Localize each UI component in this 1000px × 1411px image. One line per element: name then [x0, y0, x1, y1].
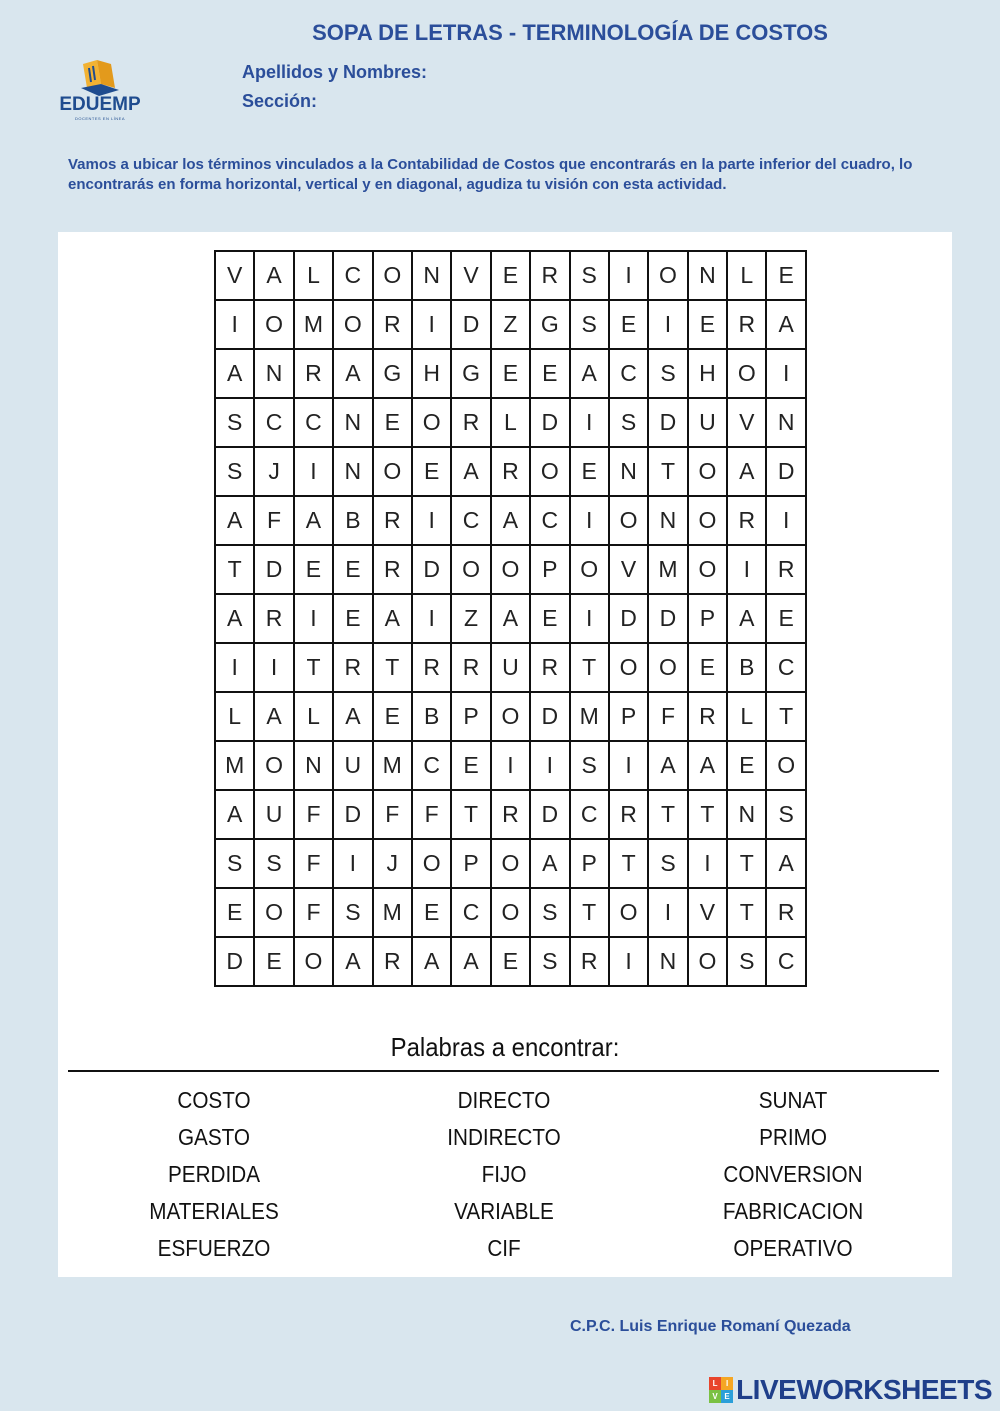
- grid-cell[interactable]: B: [727, 643, 766, 692]
- grid-cell[interactable]: A: [727, 594, 766, 643]
- grid-cell[interactable]: A: [530, 839, 569, 888]
- grid-cell[interactable]: D: [530, 398, 569, 447]
- grid-cell[interactable]: F: [294, 839, 333, 888]
- grid-row: [215, 398, 806, 447]
- grid-cell[interactable]: V: [609, 545, 648, 594]
- grid-cell[interactable]: A: [766, 839, 805, 888]
- grid-cell[interactable]: M: [373, 741, 412, 790]
- grid-cell[interactable]: E: [333, 594, 372, 643]
- grid-cell[interactable]: N: [609, 447, 648, 496]
- grid-row: [215, 937, 806, 986]
- grid-cell[interactable]: O: [491, 888, 530, 937]
- grid-cell[interactable]: N: [333, 447, 372, 496]
- grid-cell[interactable]: P: [451, 839, 490, 888]
- grid-cell[interactable]: H: [688, 349, 727, 398]
- grid-cell[interactable]: N: [294, 741, 333, 790]
- word-item: FABRICACION: [722, 1198, 864, 1224]
- grid-cell[interactable]: I: [570, 496, 609, 545]
- logo-text: EDUEMP: [59, 94, 141, 115]
- grid-cell[interactable]: A: [254, 251, 293, 300]
- grid-cell[interactable]: R: [254, 594, 293, 643]
- grid-cell[interactable]: U: [688, 398, 727, 447]
- grid-cell[interactable]: Z: [451, 594, 490, 643]
- grid-cell[interactable]: C: [294, 398, 333, 447]
- grid-cell[interactable]: I: [766, 496, 805, 545]
- grid-cell[interactable]: U: [491, 643, 530, 692]
- author-credit: C.P.C. Luis Enrique Romaní Quezada: [570, 1318, 851, 1335]
- grid-cell[interactable]: T: [609, 839, 648, 888]
- grid-cell[interactable]: R: [688, 692, 727, 741]
- grid-cell[interactable]: O: [294, 937, 333, 986]
- word-search-grid: [214, 250, 807, 987]
- name-field-label: Apellidos y Nombres:: [242, 62, 428, 82]
- page-title: SOPA DE LETRAS - TERMINOLOGÍA DE COSTOS: [312, 20, 828, 45]
- grid-cell[interactable]: T: [766, 692, 805, 741]
- grid-cell[interactable]: E: [373, 398, 412, 447]
- grid-cell[interactable]: E: [451, 741, 490, 790]
- grid-cell[interactable]: G: [373, 349, 412, 398]
- word-column-2: [374, 1082, 634, 1267]
- grid-cell[interactable]: O: [254, 741, 293, 790]
- grid-cell[interactable]: O: [688, 937, 727, 986]
- grid-cell[interactable]: E: [373, 692, 412, 741]
- grid-cell[interactable]: R: [373, 545, 412, 594]
- grid-cell[interactable]: I: [412, 300, 451, 349]
- grid-cell[interactable]: M: [215, 741, 254, 790]
- grid-cell[interactable]: E: [766, 251, 805, 300]
- grid-cell[interactable]: N: [254, 349, 293, 398]
- live-badge-icon: [709, 1377, 733, 1403]
- worksheet-panel: [58, 232, 952, 1277]
- grid-cell[interactable]: J: [254, 447, 293, 496]
- grid-cell[interactable]: E: [333, 545, 372, 594]
- grid-cell[interactable]: O: [491, 839, 530, 888]
- grid-cell[interactable]: I: [294, 594, 333, 643]
- grid-row: [215, 545, 806, 594]
- grid-cell[interactable]: O: [530, 447, 569, 496]
- grid-cell[interactable]: R: [412, 643, 451, 692]
- grid-cell[interactable]: P: [688, 594, 727, 643]
- word-item: COSTO: [177, 1087, 251, 1113]
- grid-cell[interactable]: T: [648, 790, 687, 839]
- grid-cell[interactable]: S: [215, 839, 254, 888]
- grid-cell[interactable]: C: [766, 937, 805, 986]
- grid-cell[interactable]: N: [333, 398, 372, 447]
- grid-cell[interactable]: L: [727, 692, 766, 741]
- grid-cell[interactable]: L: [215, 692, 254, 741]
- section-field-label: Sección:: [242, 91, 318, 111]
- grid-cell[interactable]: O: [648, 251, 687, 300]
- eduemp-logo: [50, 58, 150, 124]
- grid-cell[interactable]: C: [412, 741, 451, 790]
- grid-cell[interactable]: R: [727, 496, 766, 545]
- grid-row: [215, 251, 806, 300]
- grid-row: [215, 839, 806, 888]
- grid-cell[interactable]: E: [530, 594, 569, 643]
- grid-cell[interactable]: P: [609, 692, 648, 741]
- grid-cell[interactable]: R: [373, 937, 412, 986]
- grid-row: [215, 349, 806, 398]
- grid-cell[interactable]: O: [609, 888, 648, 937]
- grid-cell[interactable]: I: [609, 741, 648, 790]
- grid-cell[interactable]: C: [333, 251, 372, 300]
- brand-text: LIVEWORKSHEETS: [736, 1374, 992, 1405]
- grid-cell[interactable]: O: [688, 545, 727, 594]
- grid-cell[interactable]: M: [373, 888, 412, 937]
- grid-cell[interactable]: L: [491, 398, 530, 447]
- grid-cell[interactable]: A: [215, 790, 254, 839]
- grid-cell[interactable]: F: [648, 692, 687, 741]
- grid-cell[interactable]: A: [648, 741, 687, 790]
- grid-cell[interactable]: E: [688, 643, 727, 692]
- grid-cell[interactable]: E: [530, 349, 569, 398]
- grid-cell[interactable]: T: [648, 447, 687, 496]
- grid-row: [215, 741, 806, 790]
- grid-cell[interactable]: M: [570, 692, 609, 741]
- grid-row: [215, 888, 806, 937]
- grid-cell[interactable]: I: [648, 300, 687, 349]
- grid-cell[interactable]: A: [766, 300, 805, 349]
- grid-cell[interactable]: A: [215, 496, 254, 545]
- grid-row: [215, 496, 806, 545]
- grid-cell[interactable]: A: [451, 447, 490, 496]
- grid-cell[interactable]: S: [570, 300, 609, 349]
- grid-cell[interactable]: P: [530, 545, 569, 594]
- grid-cell[interactable]: I: [766, 349, 805, 398]
- grid-cell[interactable]: L: [294, 692, 333, 741]
- grid-cell[interactable]: S: [570, 251, 609, 300]
- grid-cell[interactable]: O: [254, 888, 293, 937]
- grid-cell[interactable]: G: [530, 300, 569, 349]
- grid-cell[interactable]: E: [294, 545, 333, 594]
- grid-cell[interactable]: S: [530, 888, 569, 937]
- grid-cell[interactable]: T: [373, 643, 412, 692]
- badge-letter: L: [709, 1377, 721, 1390]
- grid-cell[interactable]: U: [254, 790, 293, 839]
- grid-cell[interactable]: H: [412, 349, 451, 398]
- badge-letter: V: [709, 1390, 721, 1403]
- grid-row: [215, 447, 806, 496]
- grid-cell[interactable]: C: [570, 790, 609, 839]
- grid-cell[interactable]: S: [215, 398, 254, 447]
- grid-cell[interactable]: I: [688, 839, 727, 888]
- grid-cell[interactable]: T: [215, 545, 254, 594]
- grid-cell[interactable]: O: [766, 741, 805, 790]
- grid-row: [215, 300, 806, 349]
- grid-cell[interactable]: D: [412, 545, 451, 594]
- grid-cell[interactable]: E: [609, 300, 648, 349]
- grid-cell[interactable]: E: [766, 594, 805, 643]
- grid-cell[interactable]: R: [294, 349, 333, 398]
- grid-cell[interactable]: J: [373, 839, 412, 888]
- grid-cell[interactable]: U: [333, 741, 372, 790]
- grid-cell[interactable]: R: [766, 888, 805, 937]
- grid-cell[interactable]: F: [294, 888, 333, 937]
- grid-cell[interactable]: O: [648, 643, 687, 692]
- grid-cell[interactable]: S: [766, 790, 805, 839]
- grid-cell[interactable]: D: [766, 447, 805, 496]
- grid-cell[interactable]: I: [530, 741, 569, 790]
- word-column-1: [84, 1082, 344, 1267]
- grid-cell[interactable]: V: [688, 888, 727, 937]
- grid-cell[interactable]: R: [609, 790, 648, 839]
- grid-cell[interactable]: O: [609, 643, 648, 692]
- grid-cell[interactable]: T: [727, 888, 766, 937]
- grid-cell[interactable]: A: [333, 692, 372, 741]
- grid-cell[interactable]: S: [254, 839, 293, 888]
- grid-cell[interactable]: L: [727, 251, 766, 300]
- word-item: CONVERSION: [723, 1161, 863, 1187]
- grid-cell[interactable]: I: [727, 545, 766, 594]
- grid-cell[interactable]: I: [491, 741, 530, 790]
- word-item: SUNAT: [758, 1087, 828, 1113]
- grid-cell[interactable]: F: [373, 790, 412, 839]
- word-item: OPERATIVO: [733, 1235, 853, 1261]
- grid-cell[interactable]: B: [333, 496, 372, 545]
- grid-cell[interactable]: D: [254, 545, 293, 594]
- grid-cell[interactable]: E: [215, 888, 254, 937]
- grid-cell[interactable]: I: [609, 251, 648, 300]
- grid-cell[interactable]: I: [215, 300, 254, 349]
- logo-book-icon: [77, 58, 123, 98]
- grid-cell[interactable]: R: [570, 937, 609, 986]
- grid-cell[interactable]: N: [727, 790, 766, 839]
- grid-cell[interactable]: O: [333, 300, 372, 349]
- grid-cell[interactable]: R: [766, 545, 805, 594]
- grid-cell[interactable]: L: [294, 251, 333, 300]
- grid-cell[interactable]: M: [648, 545, 687, 594]
- grid-cell[interactable]: O: [373, 447, 412, 496]
- grid-cell[interactable]: D: [530, 790, 569, 839]
- grid-cell[interactable]: T: [570, 888, 609, 937]
- grid-cell[interactable]: O: [491, 692, 530, 741]
- grid-cell[interactable]: E: [570, 447, 609, 496]
- divider: [68, 1070, 939, 1072]
- grid-cell[interactable]: I: [294, 447, 333, 496]
- grid-cell[interactable]: O: [570, 545, 609, 594]
- grid-cell[interactable]: I: [215, 643, 254, 692]
- grid-cell[interactable]: O: [688, 496, 727, 545]
- grid-cell[interactable]: E: [727, 741, 766, 790]
- grid-cell[interactable]: V: [451, 251, 490, 300]
- grid-cell[interactable]: A: [333, 349, 372, 398]
- grid-cell[interactable]: T: [688, 790, 727, 839]
- grid-cell[interactable]: A: [491, 496, 530, 545]
- grid-cell[interactable]: P: [451, 692, 490, 741]
- grid-cell[interactable]: E: [254, 937, 293, 986]
- grid-cell[interactable]: O: [412, 398, 451, 447]
- grid-cell[interactable]: O: [491, 545, 530, 594]
- grid-cell[interactable]: V: [727, 398, 766, 447]
- grid-cell[interactable]: N: [412, 251, 451, 300]
- grid-cell[interactable]: A: [412, 937, 451, 986]
- word-item: VARIABLE: [454, 1198, 554, 1224]
- grid-cell[interactable]: E: [491, 251, 530, 300]
- grid-row: [215, 594, 806, 643]
- instructions-text: Vamos a ubicar los términos vinculados a la Contabilidad de Costos que encontrarás en la parte inferior del cuadro, lo encontrarás en forma horizontal, vertical y en diagonal, agudiza tu visión con esta actividad.: [68, 156, 913, 193]
- grid-cell[interactable]: A: [333, 937, 372, 986]
- grid-cell[interactable]: S: [648, 839, 687, 888]
- grid-cell[interactable]: O: [688, 447, 727, 496]
- grid-cell[interactable]: A: [254, 692, 293, 741]
- grid-cell[interactable]: F: [254, 496, 293, 545]
- grid-cell[interactable]: A: [215, 349, 254, 398]
- grid-row: [215, 790, 806, 839]
- grid-cell[interactable]: S: [215, 447, 254, 496]
- badge-letter: I: [721, 1377, 733, 1390]
- grid-cell[interactable]: S: [609, 398, 648, 447]
- grid-row: [215, 692, 806, 741]
- grid-cell[interactable]: E: [688, 300, 727, 349]
- grid-cell[interactable]: T: [570, 643, 609, 692]
- word-item: MATERIALES: [149, 1198, 279, 1224]
- grid-row: [215, 643, 806, 692]
- grid-cell[interactable]: R: [451, 398, 490, 447]
- word-item: PERDIDA: [167, 1161, 261, 1187]
- grid-cell[interactable]: S: [648, 349, 687, 398]
- grid-cell[interactable]: F: [412, 790, 451, 839]
- word-item: CIF: [487, 1235, 521, 1261]
- word-item: FIJO: [481, 1161, 527, 1187]
- grid-cell[interactable]: D: [530, 692, 569, 741]
- grid-cell[interactable]: S: [727, 937, 766, 986]
- grid-cell[interactable]: T: [727, 839, 766, 888]
- grid-cell[interactable]: A: [373, 594, 412, 643]
- grid-cell[interactable]: C: [451, 496, 490, 545]
- grid-cell[interactable]: I: [648, 888, 687, 937]
- grid-cell[interactable]: F: [294, 790, 333, 839]
- word-item: PRIMO: [759, 1124, 827, 1150]
- grid-cell[interactable]: O: [609, 496, 648, 545]
- grid-cell[interactable]: O: [254, 300, 293, 349]
- grid-cell[interactable]: A: [491, 594, 530, 643]
- grid-cell[interactable]: A: [688, 741, 727, 790]
- grid-cell[interactable]: I: [333, 839, 372, 888]
- grid-cell[interactable]: E: [491, 937, 530, 986]
- grid-cell[interactable]: I: [412, 594, 451, 643]
- grid-cell[interactable]: I: [254, 643, 293, 692]
- grid-cell[interactable]: A: [451, 937, 490, 986]
- grid-cell[interactable]: S: [530, 937, 569, 986]
- word-item: DIRECTO: [457, 1087, 551, 1113]
- grid-cell[interactable]: C: [766, 643, 805, 692]
- grid-cell[interactable]: T: [451, 790, 490, 839]
- grid-cell[interactable]: C: [530, 496, 569, 545]
- words-heading: Palabras a encontrar:: [390, 1032, 620, 1062]
- grid-cell[interactable]: I: [570, 398, 609, 447]
- grid-cell[interactable]: M: [294, 300, 333, 349]
- liveworksheets-brand: [709, 1374, 992, 1406]
- grid-cell[interactable]: N: [648, 496, 687, 545]
- grid-cell[interactable]: S: [570, 741, 609, 790]
- grid-cell[interactable]: D: [609, 594, 648, 643]
- grid-cell[interactable]: D: [648, 594, 687, 643]
- grid-cell[interactable]: S: [333, 888, 372, 937]
- grid-cell[interactable]: C: [609, 349, 648, 398]
- grid-cell[interactable]: R: [373, 300, 412, 349]
- grid-cell[interactable]: R: [333, 643, 372, 692]
- grid-cell[interactable]: C: [451, 888, 490, 937]
- grid-cell[interactable]: D: [648, 398, 687, 447]
- grid-cell[interactable]: E: [412, 447, 451, 496]
- word-item: INDIRECTO: [447, 1124, 561, 1150]
- grid-cell[interactable]: V: [215, 251, 254, 300]
- grid-cell[interactable]: A: [294, 496, 333, 545]
- grid-cell[interactable]: D: [333, 790, 372, 839]
- grid-cell[interactable]: N: [648, 937, 687, 986]
- grid-cell[interactable]: N: [766, 398, 805, 447]
- grid-cell[interactable]: D: [451, 300, 490, 349]
- grid-cell[interactable]: C: [254, 398, 293, 447]
- badge-letter: E: [721, 1390, 733, 1403]
- grid-cell[interactable]: I: [412, 496, 451, 545]
- grid-cell[interactable]: R: [727, 300, 766, 349]
- grid-cell[interactable]: G: [451, 349, 490, 398]
- grid-cell[interactable]: R: [491, 447, 530, 496]
- grid-cell[interactable]: A: [215, 594, 254, 643]
- grid-cell[interactable]: D: [215, 937, 254, 986]
- grid-cell[interactable]: P: [570, 839, 609, 888]
- grid-cell[interactable]: O: [373, 251, 412, 300]
- grid-cell[interactable]: O: [451, 545, 490, 594]
- grid-cell[interactable]: R: [530, 643, 569, 692]
- word-item: ESFUERZO: [157, 1235, 271, 1261]
- grid-cell[interactable]: Z: [491, 300, 530, 349]
- grid-cell[interactable]: R: [373, 496, 412, 545]
- grid-cell[interactable]: R: [491, 790, 530, 839]
- grid-cell[interactable]: I: [570, 594, 609, 643]
- grid-cell[interactable]: R: [451, 643, 490, 692]
- logo-subtext: DOCENTES EN LÍNEA: [74, 116, 126, 121]
- grid-cell[interactable]: O: [727, 349, 766, 398]
- word-item: GASTO: [177, 1124, 251, 1150]
- grid-cell[interactable]: T: [294, 643, 333, 692]
- grid-cell[interactable]: B: [412, 692, 451, 741]
- word-column-3: [663, 1082, 923, 1267]
- grid-cell[interactable]: A: [570, 349, 609, 398]
- grid-cell[interactable]: O: [412, 839, 451, 888]
- grid-cell[interactable]: A: [727, 447, 766, 496]
- grid-cell[interactable]: E: [412, 888, 451, 937]
- grid-cell[interactable]: I: [609, 937, 648, 986]
- grid-cell[interactable]: R: [530, 251, 569, 300]
- grid-cell[interactable]: N: [688, 251, 727, 300]
- grid-cell[interactable]: E: [491, 349, 530, 398]
